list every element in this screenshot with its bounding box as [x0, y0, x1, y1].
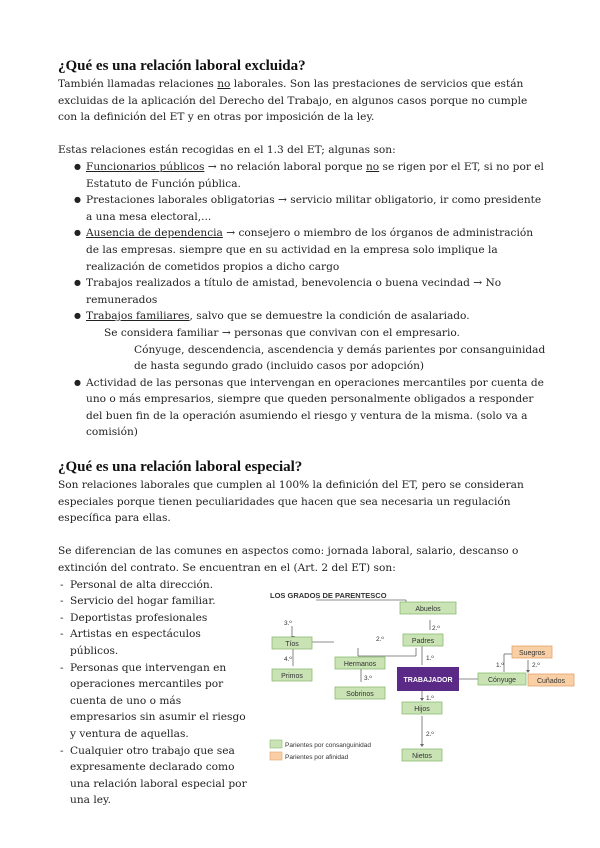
node-cunados: [528, 674, 574, 686]
arrowheads: [291, 636, 530, 747]
excluded-intro: También llamadas relaciones no laborales. Son las prestaciones de servicios que están excluidas de la aplicación del Derecho del Trabajo, en algunos casos porque no cumple con la definición del ET y en otras por imposición de la ley.: [58, 78, 528, 124]
list-item: - Personal de alta dirección.: [58, 577, 248, 594]
legend: [270, 740, 371, 761]
svg-text:Suegros: Suegros: [518, 650, 546, 657]
spacer: [58, 126, 548, 143]
list-item: - Artistas en espectáculos públicos.: [58, 626, 248, 659]
list-item: ● Ausencia de dependencia → consejero o miembro de los órganos de administración de las empresas. siempre que en su actividad en la empresa solo implique la realización de cometidos propios a dicho cargo: [74, 225, 548, 275]
svg-text:Abuelos: Abuelos: [415, 606, 441, 613]
svg-text:Hermanos: Hermanos: [343, 661, 377, 668]
node-padres: [403, 634, 443, 646]
list-item: - Servicio del hogar familiar.: [58, 593, 248, 610]
node-sobrinos: [335, 687, 385, 699]
node-primos: [272, 669, 312, 681]
svg-text:Sobrinos: Sobrinos: [346, 691, 374, 698]
list-item: ● Trabajos familiares, salvo que se demuestre la condición de asalariado. Se considera familiar → personas que convivan con el empresario. Cónyuge, descendencia, ascendencia y demás parientes por consanguinidad de hasta segundo grado (incluido casos por adopción): [74, 308, 548, 374]
spacer: [58, 527, 548, 544]
kinship-diagram-svg: [266, 586, 586, 791]
special-list: [58, 577, 248, 809]
list-item: - Deportistas profesionales: [58, 610, 248, 627]
list-item: ● Prestaciones laborales obligatorias → servicio militar obligatorio, ir como presidente a una mesa electoral,...: [74, 192, 548, 225]
degree-label: 2.º: [376, 636, 384, 643]
degree-label: 2.º: [426, 731, 434, 738]
degree-label: 4.º: [284, 656, 292, 663]
diagram-title: LOS GRADOS DE PARENTESCO: [270, 591, 387, 600]
node-suegros: [512, 646, 552, 658]
degree-label: 1.º: [426, 655, 434, 662]
section-title-special: ¿Qué es una relación laboral especial?: [58, 459, 303, 476]
node-hijos: [402, 702, 442, 714]
list-item: ● Actividad de las personas que intervengan en operaciones mercantiles por cuenta de uno o más empresarios, siempre que queden personalmente obligados a responder del buen fin de la operación asumiendo el riesgo y ventura de la misma. (solo va a comisión): [74, 375, 548, 441]
excluded-lead: Estas relaciones están recogidas en el 1.3 del ET; algunas son:: [58, 144, 396, 157]
section-title-excluded: ¿Qué es una relación laboral excluida?: [58, 58, 306, 74]
node-abuelos: [400, 602, 456, 614]
special-intro: Son relaciones laborales que cumplen al 100% la definición del ET, pero se consideran especiales porque tienen peculiaridades que hacen que sea necesaria un regulación específica para ellas.: [58, 479, 524, 525]
degree-label: 2.º: [432, 625, 440, 632]
node-tios: [272, 637, 312, 649]
kinship-diagram: [266, 586, 586, 791]
special-lead: Se diferencian de las comunes en aspectos como: jornada laboral, salario, descanso o extinción del contrato. Se encuentran en el (Art. 2 del ET) son:: [58, 545, 519, 575]
svg-text:Cónyuge: Cónyuge: [487, 677, 517, 684]
svg-text:Cuñados: Cuñados: [536, 678, 566, 685]
degree-label: 2.º: [532, 662, 540, 669]
degree-label: 3.º: [364, 675, 372, 682]
family-detail: Cónyuge, descendencia, ascendencia y demás parientes por consanguinidad de hasta segundo grado (incluido casos por adopción): [134, 343, 546, 373]
svg-text:Hijos: Hijos: [414, 706, 430, 713]
list-item: ● Trabajos realizados a título de amistad, benevolencia o buena vecindad → No remunerados: [74, 275, 548, 308]
list-item: ● Funcionarios públicos → no relación laboral porque no se rigen por el ET, si no por el Estatuto de Función pública.: [74, 159, 548, 192]
degree-label: 1.º: [426, 695, 434, 702]
svg-text:TRABAJADOR: TRABAJADOR: [403, 677, 453, 684]
family-note: Se considera familiar → personas que convivan con el empresario.: [104, 326, 460, 339]
svg-text:Primos: Primos: [281, 673, 303, 680]
legend-consanguinidad: Parientes por consanguinidad: [285, 742, 372, 749]
node-hermanos: [335, 657, 385, 669]
svg-text:Padres: Padres: [411, 638, 435, 645]
degree-label: 3.º: [284, 620, 292, 627]
list-item: - Cualquier otro trabajo que sea expresamente declarado como una relación laboral especial por una ley.: [58, 743, 248, 809]
node-nietos: [402, 749, 442, 761]
node-trabajador: [397, 667, 459, 691]
legend-afinidad: Parientes por afinidad: [285, 754, 349, 761]
degree-label: 1.º: [496, 662, 504, 669]
excluded-list: [58, 159, 548, 441]
node-conyuge: [478, 673, 526, 685]
list-item: - Personas que intervengan en operaciones mercantiles por cuenta de uno o más empresarios sin asumir el riesgo y ventura de aquellas.: [58, 660, 248, 743]
svg-text:Tíos: Tíos: [285, 641, 299, 648]
svg-text:Nietos: Nietos: [412, 753, 432, 760]
